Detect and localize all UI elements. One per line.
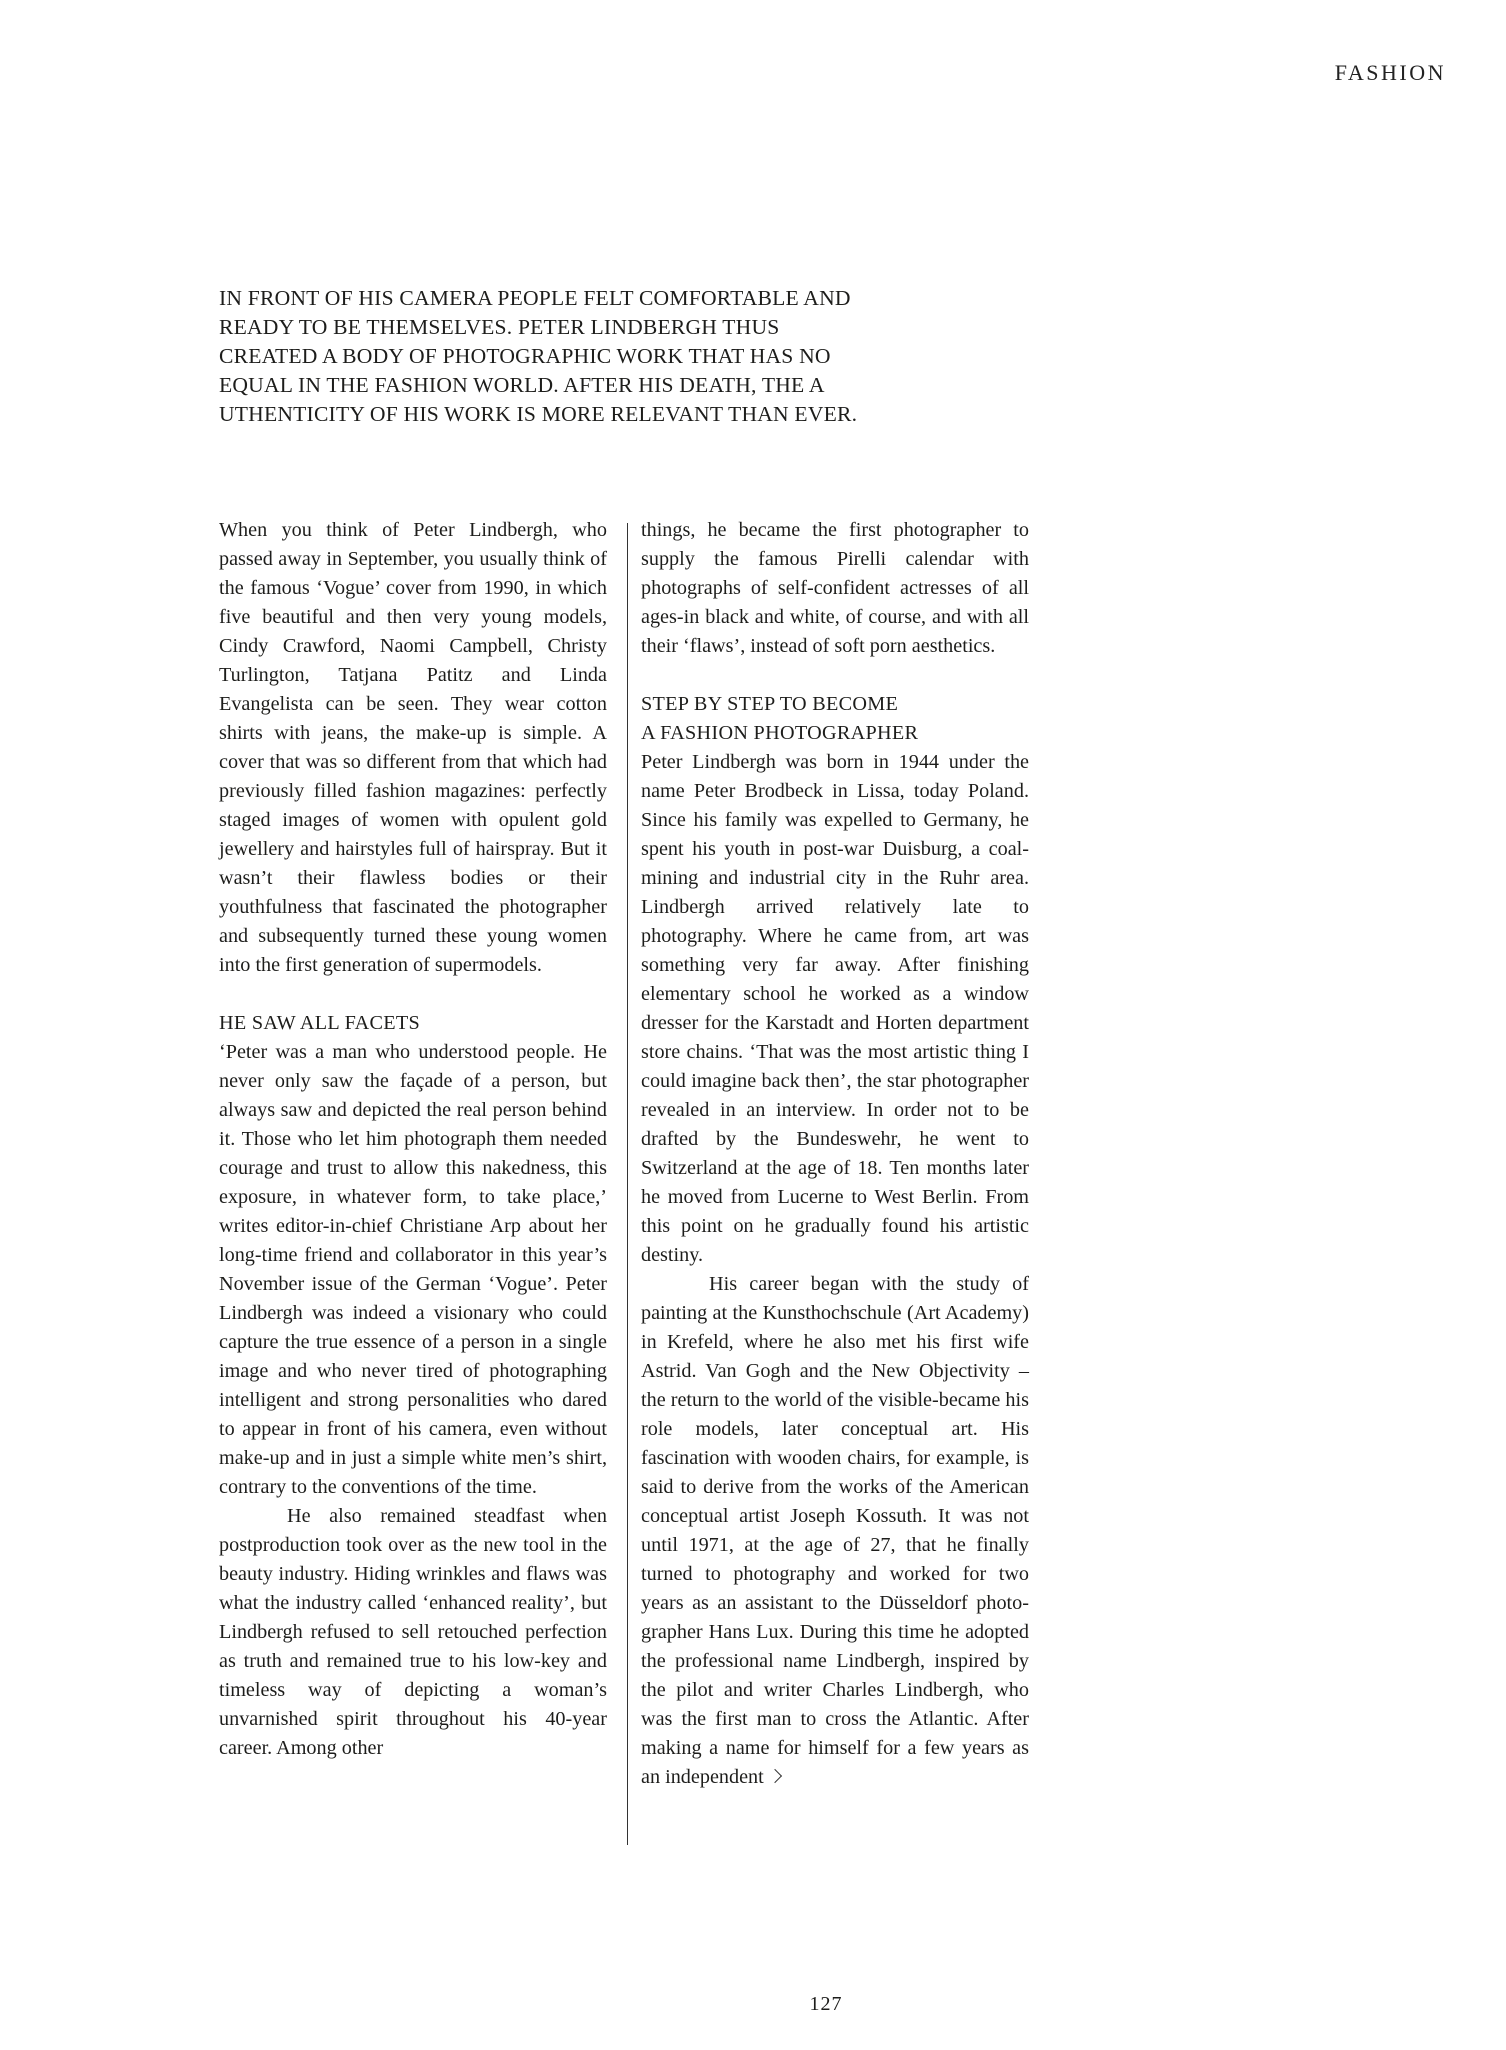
body-paragraph: ‘Peter was a man who understood people. He never only saw the façade of a person, but always saw and depicted the real person behind it. Those who let him photograph them needed courage and trust to allow this nakedness, this exposure, in whatever form, to take place,’ writes editor-in-chief Christiane Arp about her long-time friend and collaborator in this year’s November issue of the German ‘Vogue’. Peter Lindbergh was indeed a visionary who could capture the true essence of a person in a single image and who never tired of photographing intelligent and strong personalities who dared to appear in front of his camera, even without make-up and in just a simple white men’s shirt, contrary to the conventions of the time. bbox=[219, 1041, 607, 1498]
body-paragraph-text: His career began with the study of painting at the Kunsthochschule (Art Academy) in Krefeld, where he also met his first wife Astrid. Van Gogh and the New Objectivity – the return to the world of the visible-became his role models, later conceptual art. His fascination with wooden chairs, for example, is said to derive from the works of the American conceptual artist Joseph Kossuth. It was not until 1971, at the age of 27, that he finally turned to photography and worked for two years as an assistant to the Düsseldorf photographer Hans Lux. During this time he adopted the professional name Lindbergh, inspired by the pilot and writer Charles Lindbergh, who was the first man to cross the Atlantic. After making a name for himself for a few years as an independent bbox=[641, 1273, 1029, 1788]
section-label: FASHION bbox=[1334, 60, 1446, 85]
chevron-right-icon bbox=[768, 1769, 782, 1783]
intro-line: IN FRONT OF HIS CAMERA PEOPLE FELT COMFORTABLE AND bbox=[219, 286, 851, 310]
intro-line: UTHENTICITY OF HIS WORK IS MORE RELEVANT THAN EVER. bbox=[219, 402, 858, 426]
body-paragraph: things, he became the first photographer to supply the famous Pirelli calendar with photographs of self-confident actresses of all ages-in black and white, of course, and with all their ‘flaws’, instead of soft porn aesthetics. bbox=[641, 519, 1029, 657]
intro-line: CREATED A BODY OF PHOTOGRAPHIC WORK THAT HAS NO bbox=[219, 344, 831, 368]
body-paragraph: When you think of Peter Lindbergh, who passed away in September, you usually think of the famous ‘Vogue’ cover from 1990, in which five beautiful and then very young models, Cindy Crawford, Naomi Campbell, Christy Turlington, Tatjana Patitz and Linda Evangelista can be seen. They wear cotton shirts with jeans, the make-up is simple. A cover that was so different from that which had previously filled fashion magazines: perfectly staged images of women with opulent gold jewellery and hairstyles full of hairspray. But it wasn’t their flawless bodies or their youthfulness that fascinated the photographer and subsequently turned these young women into the first generation of supermodels. bbox=[219, 519, 607, 976]
intro-line: EQUAL IN THE FASHION WORLD. AFTER HIS DEATH, THE A bbox=[219, 373, 825, 397]
column-divider bbox=[627, 523, 628, 1845]
subheading: HE SAW ALL FACETS bbox=[219, 1012, 421, 1034]
article-column-left bbox=[219, 516, 607, 1763]
intro-line: READY TO BE THEMSELVES. PETER LINDBERGH THUS bbox=[219, 315, 780, 339]
body-paragraph: He also remained steadfast when postproduction took over as the new tool in the beauty industry. Hiding wrinkles and flaws was what the industry called ‘enhanced reality’, but Lindbergh refused to sell retouched perfection as truth and remained true to his low-key and timeless way of depicting a woman’s unvarnished spirit throughout his 40-year career. Among other bbox=[219, 1505, 607, 1759]
paragraph-gap bbox=[219, 980, 607, 1009]
page-number: 127 bbox=[809, 1993, 843, 2015]
intro-deck bbox=[219, 284, 979, 429]
body-paragraph: Peter Lindbergh was born in 1944 under the name Peter Brodbeck in Lissa, today Poland. Since his family was expelled to Germany, he spent his youth in post-war Duisburg, a coal-mining and industrial city in the Ruhr area. Lindbergh arrived relatively late to photography. Where he came from, art was something very far away. After finishing elementary school he worked as a window dresser for the Karstadt and Horten department store chains. ‘That was the most artistic thing I could imagine back then’, the star photographer revealed in an interview. In order not to be drafted by the Bundeswehr, he went to Switzerland at the age of 18. Ten months later he moved from Lucerne to West Berlin. From this point on he gradually found his artistic destiny. bbox=[641, 751, 1029, 1266]
subheading-line: A FASHION PHOTOGRAPHER bbox=[641, 722, 919, 744]
subheading-line: STEP BY STEP TO BECOME bbox=[641, 693, 899, 715]
paragraph-gap bbox=[641, 661, 1029, 690]
article-column-right bbox=[641, 516, 1029, 1792]
body-paragraph-last bbox=[641, 1270, 1029, 1792]
